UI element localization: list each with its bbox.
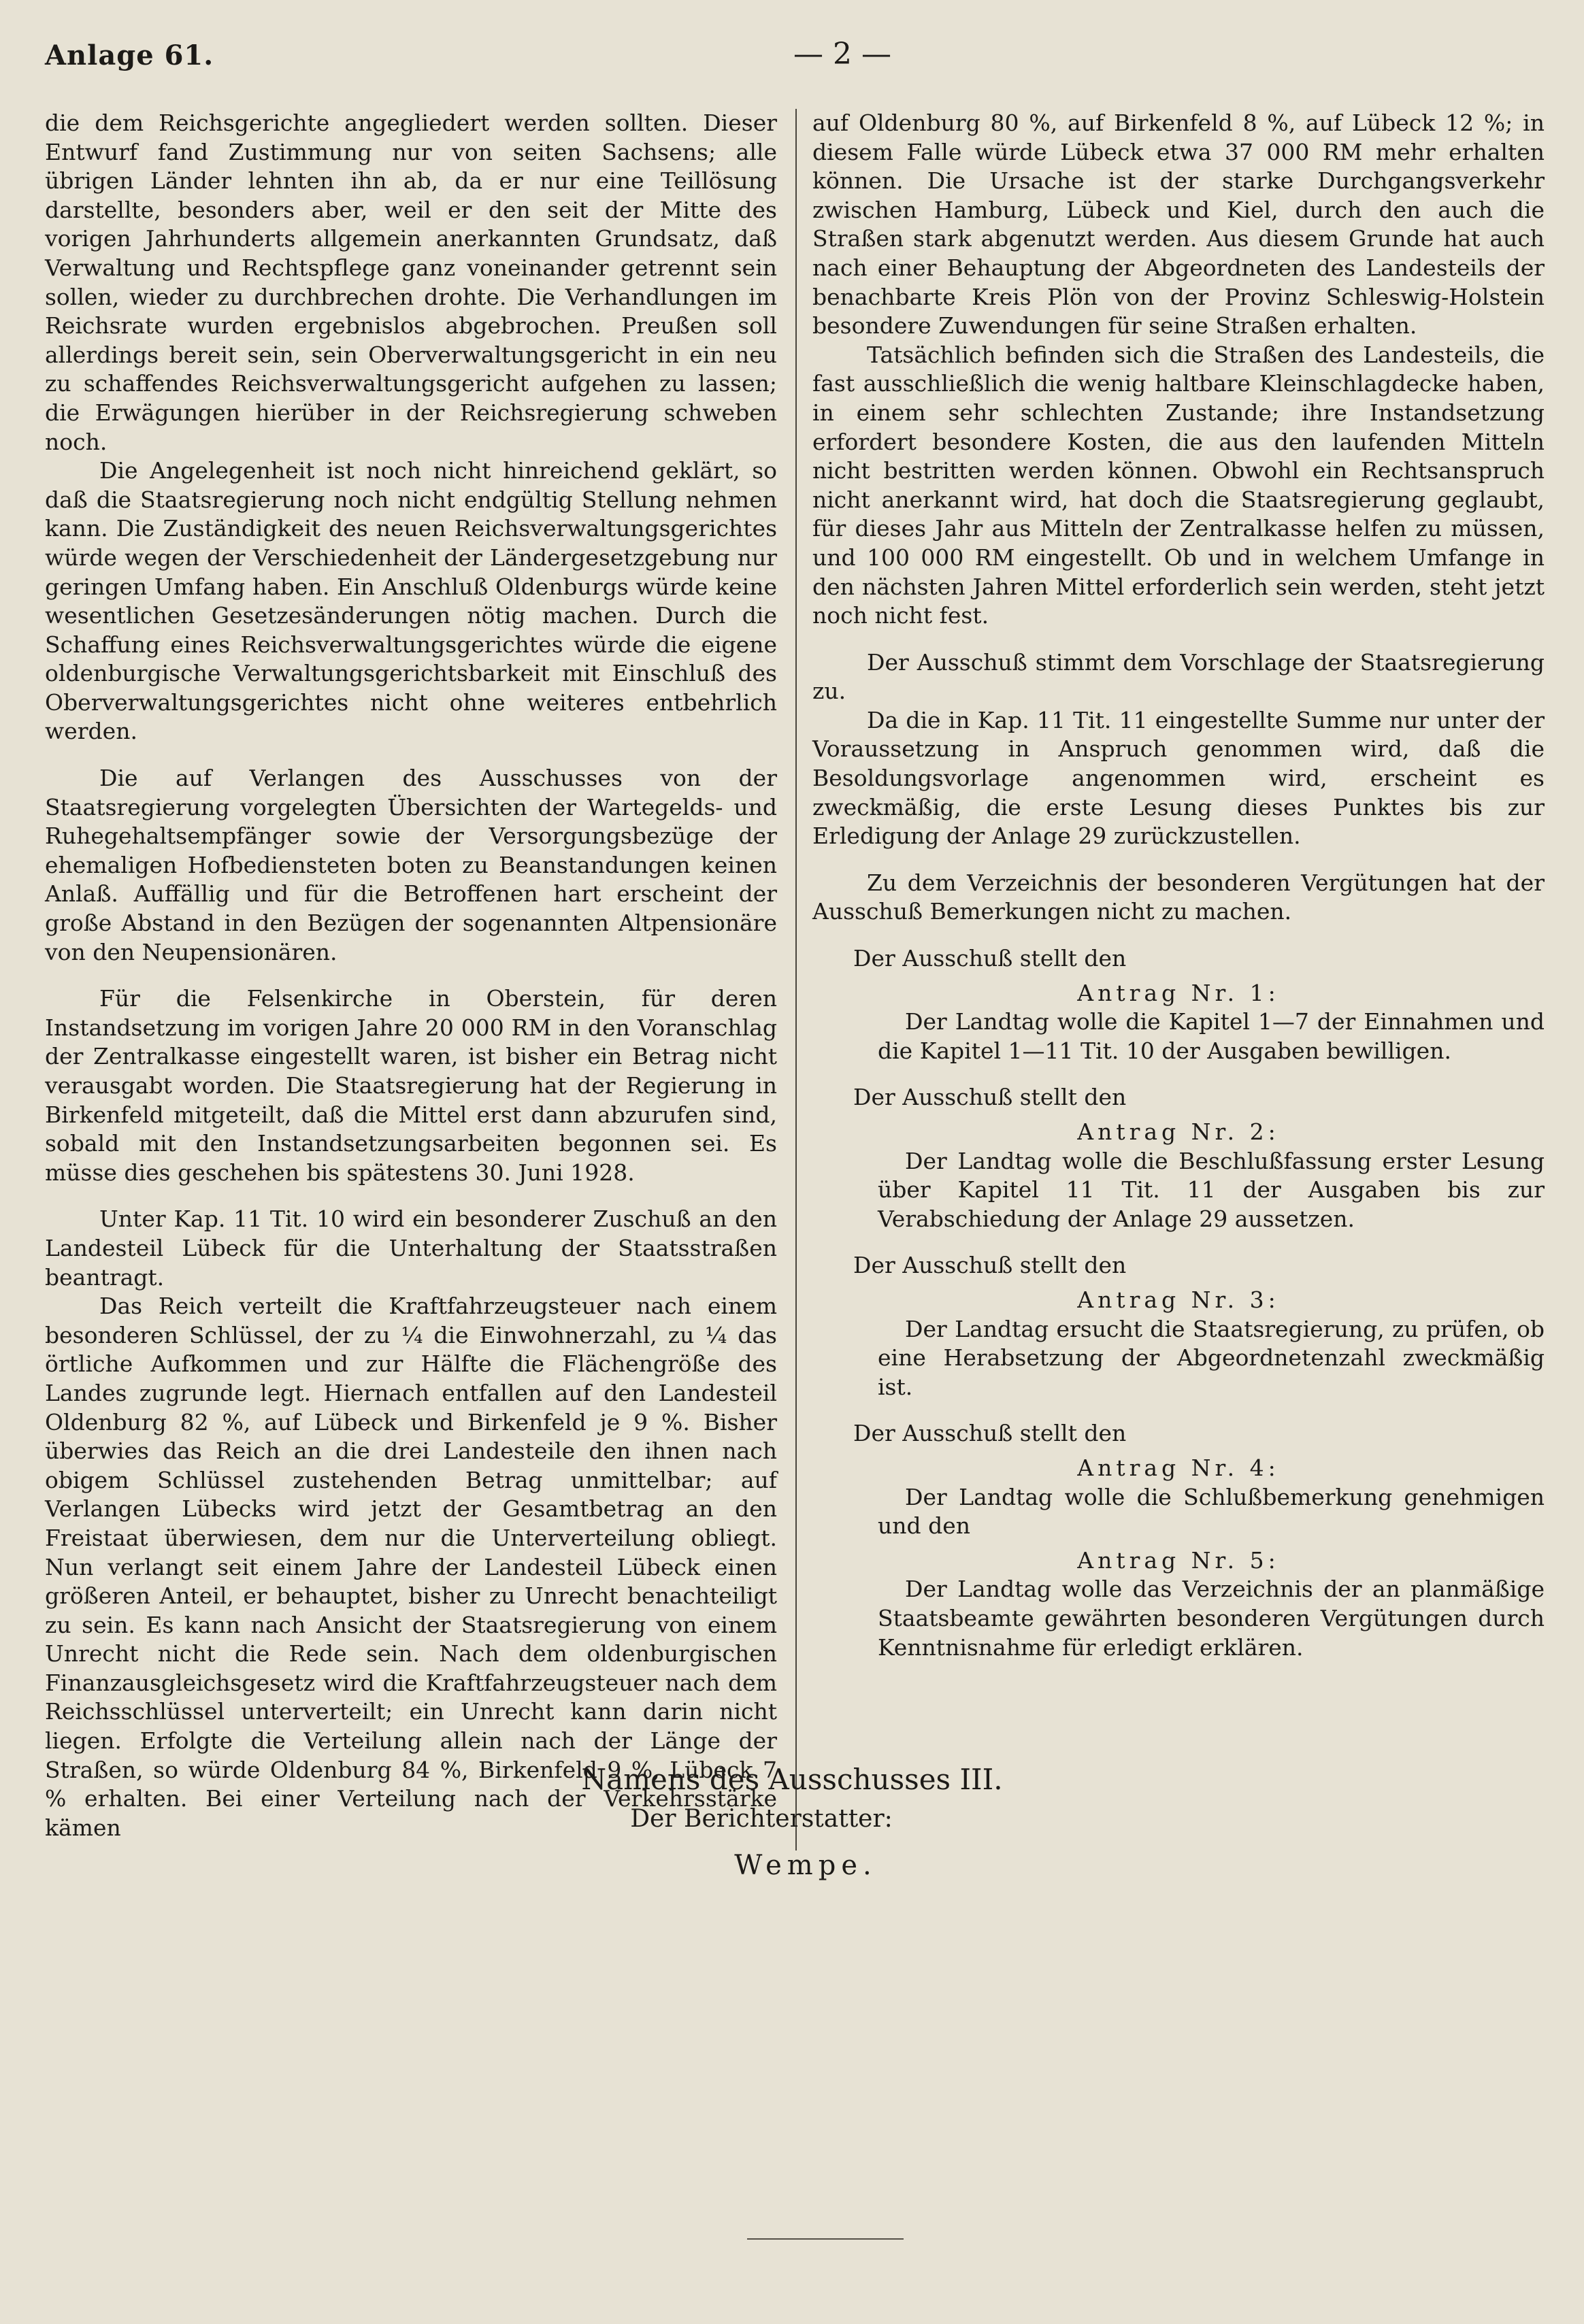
signature-name: Wempe.	[734, 1850, 877, 1881]
antrag-intro: Der Ausschuß stellt den	[853, 1420, 1127, 1447]
antrag-title: Antrag Nr. 2:	[1077, 1118, 1280, 1145]
left-paragraph: Die Angelegenheit ist noch nicht hinreichend geklärt, so daß die Staatsregierung noch nicht endgültig Stellung nehmen kann. Die Zuständigkeit des neuen Reichsverwaltungsgerichtes würde wegen der Verschiedenheit der Ländergesetzgebung nur geringen Umfang haben. Ein Anschluß Oldenburgs würde keine wesentlichen Gesetzesänderungen nötig machen. Durch die Schaffung eines Reichsverwaltungsgerichtes würde die eigene oldenburgische Verwaltungsgerichtsbarkeit mit Einschluß des Oberverwaltungsgerichtes nicht ohne weiteres entbehrlich werden.	[45, 457, 777, 745]
right-column	[812, 109, 1545, 1842]
page-header	[45, 34, 1545, 82]
antrag-3	[812, 1251, 1545, 1401]
signature-block	[0, 1761, 1584, 1891]
bottom-rule	[747, 2238, 904, 2240]
right-paragraph: Zu dem Verzeichnis der besonderen Vergütungen hat der Ausschuß Bemerkungen nicht zu machen.	[812, 869, 1545, 925]
column-divider	[795, 109, 797, 1850]
antrag-intro: Der Ausschuß stellt den	[853, 945, 1127, 972]
signature-committee: Namens des Ausschusses III.	[581, 1763, 1003, 1796]
signature-role: Der Berichterstatter:	[630, 1805, 893, 1833]
left-paragraph: die dem Reichsgerichte angegliedert werden sollten. Dieser Entwurf fand Zustimmung nur von seiten Sachsens; alle übrigen Länder lehnten ihn ab, da er nur eine Teillösung darstellte, besonders aber, weil er den seit der Mitte des vorigen Jahrhunderts allgemein anerkannten Grundsatz, daß Verwaltung und Rechtspflege ganz voneinander getrennt sein sollen, wieder zu durchbrechen drohte. Die Verhandlungen im Reichsrate wurden ergebnislos abgebrochen. Preußen soll allerdings bereit sein, sein Oberverwaltungsgericht in ein neu zu schaffendes Reichsverwaltungsgericht aufgehen zu lassen; die Erwägungen hierüber in der Reichsregierung schweben noch.	[45, 110, 777, 455]
right-paragraph: Da die in Kap. 11 Tit. 11 eingestellte Summe nur unter der Voraussetzung in Anspruch genommen wird, daß die Besoldungsvorlage angenommen wird, erscheint es zweckmäßig, die erste Lesung dieses Punktes bis zur Erledigung der Anlage 29 zurückzustellen.	[812, 706, 1545, 850]
antrag-text: Der Landtag wolle die Schlußbemerkung genehmigen und den	[878, 1483, 1545, 1540]
left-paragraph: Für die Felsenkirche in Oberstein, für deren Instandsetzung im vorigen Jahre 20 000 RM in den Voranschlag der Zentralkasse eingestellt waren, ist bisher ein Betrag nicht verausgabt worden. Die Staatsregierung hat der Regierung in Birkenfeld mitgeteilt, daß die Mittel erst dann abzurufen sind, sobald mit den Instandsetzungsarbeiten begonnen sei. Es müsse dies geschehen bis spätestens 30. Juni 1928.	[45, 985, 777, 1186]
left-paragraph: Die auf Verlangen des Ausschusses von der Staatsregierung vorgelegten Übersichten der Wartegelds- und Ruhegehaltsempfänger sowie der Versorgungsbezüge der ehemaligen Hofbediensteten boten zu Beanstandungen keinen Anlaß. Auffällig und für die Betroffenen hart erscheint der große Abstand in den Bezügen der sogenannten Altpensionäre von den Neupensionären.	[45, 765, 777, 965]
antrag-intro: Der Ausschuß stellt den	[853, 1252, 1127, 1279]
antrag-text: Der Landtag ersucht die Staatsregierung, zu prüfen, ob eine Herabsetzung der Abgeordnetenzahl zweckmäßig ist.	[878, 1315, 1545, 1400]
antrag-2	[812, 1083, 1545, 1233]
antrag-title: Antrag Nr. 3:	[1077, 1286, 1280, 1313]
text-columns	[45, 109, 1545, 1842]
right-paragraph: Der Ausschuß stimmt dem Vorschlage der Staatsregierung zu.	[812, 648, 1545, 705]
left-paragraph: Unter Kap. 11 Tit. 10 wird ein besonderer Zuschuß an den Landesteil Lübeck für die Unterhaltung der Staatsstraßen beantragt.	[45, 1206, 777, 1291]
antrag-1	[812, 944, 1545, 1065]
antrag-title: Antrag Nr. 4:	[1077, 1454, 1280, 1481]
antrag-text: Der Landtag wolle das Verzeichnis der an planmäßige Staatsbeamte gewährten besonderen Vergütungen durch Kenntnisnahme für erledigt erklären.	[878, 1576, 1545, 1661]
antrag-4	[812, 1419, 1545, 1540]
left-paragraph: Das Reich verteilt die Kraftfahrzeugsteuer nach einem besonderen Schlüssel, der zu ¼ die Einwohnerzahl, zu ¼ das örtliche Aufkommen und zur Hälfte die Flächengröße des Landes zugrunde legt. Hiernach entfallen auf den Landesteil Oldenburg 82 %, auf Lübeck und Birkenfeld je 9 %. Bisher überwies das Reich an die drei Landesteile den ihnen nach obigem Schlüssel zustehenden Betrag unmittelbar; auf Verlangen Lübecks wird jetzt der Gesamtbetrag an den Freistaat überwiesen, dem nur die Unterverteilung obliegt. Nun verlangt seit einem Jahre der Landesteil Lübeck einen größeren Anteil, er behauptet, bisher zu Unrecht benachteiligt zu sein. Es kann nach Ansicht der Staatsregierung von einem Unrecht nicht die Rede sein. Nach dem oldenburgischen Finanzausgleichsgesetz wird die Kraftfahrzeugsteuer nach dem Reichsschlüssel unterverteilt; ein Unrecht kann darin nicht liegen. Erfolgte die Verteilung allein nach der Länge der Straßen, so würde Oldenburg 84 %, Birkenfeld 9 %, Lübeck 7 % erhalten. Bei einer Verteilung nach der Verkehrsstärke kämen	[45, 1293, 777, 1841]
right-paragraph: auf Oldenburg 80 %, auf Birkenfeld 8 %, auf Lübeck 12 %; in diesem Falle würde Lübeck etwa 37 000 RM mehr erhalten können. Die Ursache ist der starke Durchgangsverkehr zwischen Hamburg, Lübeck und Kiel, durch den auch die Straßen stark abgenutzt werden. Aus diesem Grunde hat auch nach einer Behauptung der Abgeordneten des Landesteils der benachbarte Kreis Plön von der Provinz Schleswig-Holstein besondere Zuwendungen für seine Straßen erhalten.	[812, 110, 1545, 339]
antrag-text: Der Landtag wolle die Beschlußfassung erster Lesung über Kapitel 11 Tit. 11 der Ausgaben bis zur Verabschiedung der Anlage 29 aussetzen.	[878, 1147, 1545, 1232]
right-paragraph: Tatsächlich befinden sich die Straßen des Landesteils, die fast ausschließlich die wenig haltbare Kleinschlagdecke haben, in einem sehr schlechten Zustande; ihre Instandsetzung erfordert besondere Kosten, die aus den laufenden Mitteln nicht bestritten werden können. Obwohl ein Rechtsanspruch nicht anerkannt wird, hat doch die Staatsregierung geglaubt, für dieses Jahr aus Mitteln der Zentralkasse helfen zu müssen, und 100 000 RM eingestellt. Ob und in welchem Umfange in den nächsten Jahren Mittel erforderlich sein werden, steht jetzt noch nicht fest.	[812, 341, 1545, 629]
antrag-text: Der Landtag wolle die Kapitel 1—7 der Einnahmen und die Kapitel 1—11 Tit. 10 der Ausgaben bewilligen.	[878, 1008, 1545, 1064]
antrag-title: Antrag Nr. 1:	[1077, 979, 1280, 1006]
antrag-title: Antrag Nr. 5:	[1077, 1546, 1280, 1574]
anlage-label: Anlage 61.	[45, 39, 214, 71]
antrag-intro: Der Ausschuß stellt den	[853, 1084, 1127, 1111]
antrag-5	[812, 1546, 1545, 1662]
page-number: — 2 —	[793, 37, 891, 71]
left-column	[45, 109, 777, 1842]
